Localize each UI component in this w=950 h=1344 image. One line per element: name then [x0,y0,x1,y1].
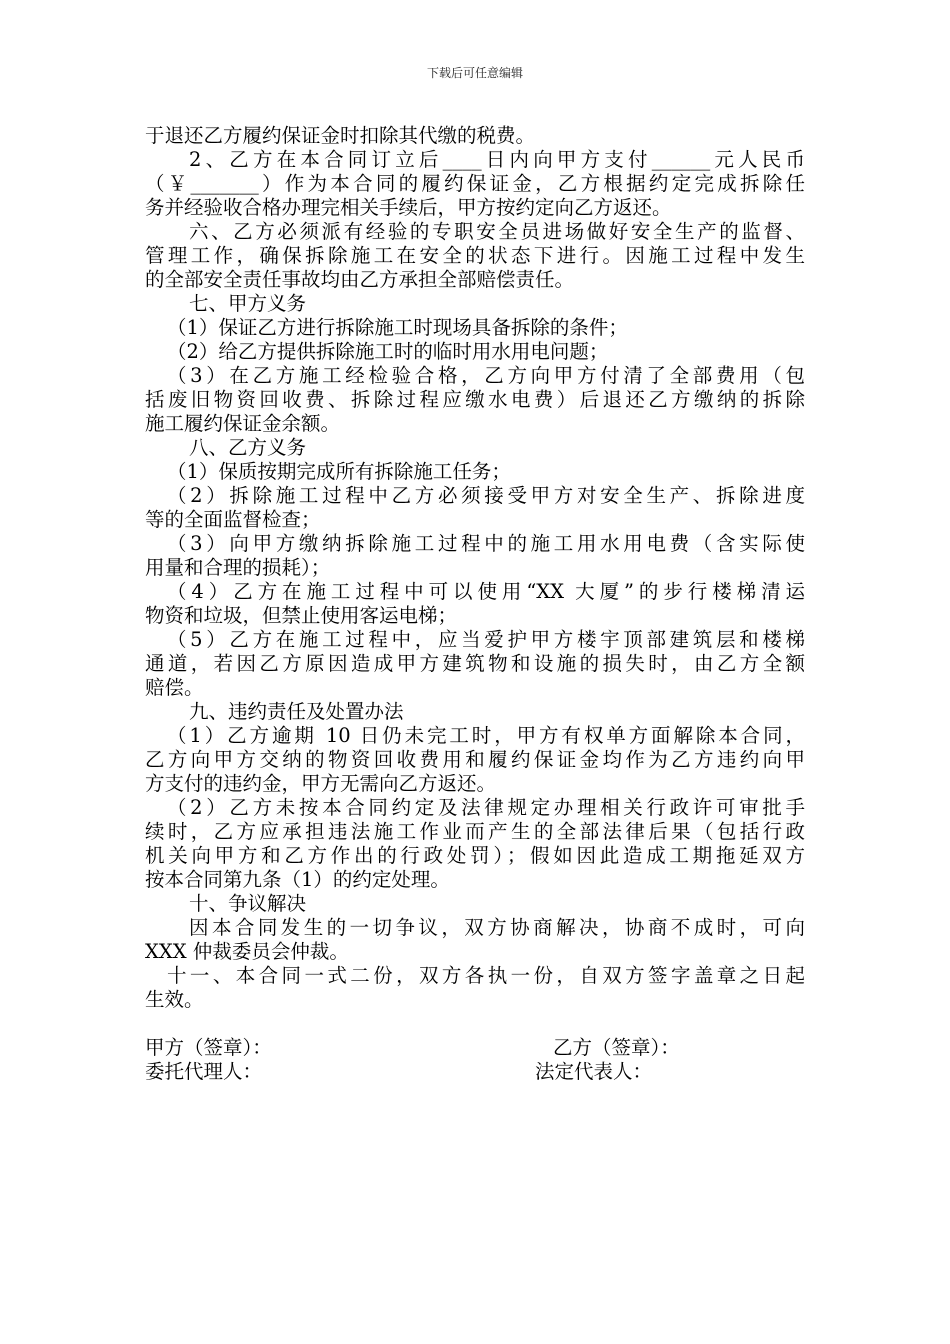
legal-representative-label: 法定代表人： [535,1060,653,1083]
spacer [145,1012,805,1036]
text-line: 六、乙方必须派有经验的专职安全员进场做好安全生产的监督、 [189,220,805,243]
text-line: XXX 仲裁委员会仲裁。 [145,940,349,963]
text-line: 按本合同第九条（1）的约定处理。 [145,868,450,891]
text-line: 2、乙方在本合同订立后____日内向甲方支付______元人民币 [189,148,805,171]
text-line: （1）保证乙方进行拆除施工时现场具备拆除的条件； [167,316,628,339]
text-line: 乙方向甲方交纳的物资回收费用和履约保证金均作为乙方违约向甲 [145,748,805,771]
text-line: 通道，若因乙方原因造成甲方建筑物和设施的损失时，由乙方全额 [145,652,805,675]
text-line: 物资和垃圾，但禁止使用客运电梯； [145,604,458,627]
section-heading: 十、争议解决 [189,892,307,915]
text-line: （5）乙方在施工过程中，应当爱护甲方楼宇顶部建筑层和楼梯 [167,628,805,651]
section-heading: 八、乙方义务 [189,436,307,459]
agent-label: 委托代理人： [145,1060,263,1083]
text-line: 的全部安全责任事故均由乙方承担全部赔偿责任。 [145,268,575,291]
text-line: 用量和合理的损耗）； [145,556,331,579]
text-line: （2）拆除施工过程中乙方必须接受甲方对安全生产、拆除进度 [167,484,805,507]
text-line: 施工履约保证金余额。 [145,412,341,435]
text-line: 管理工作，确保拆除施工在安全的状态下进行。因施工过程中发生 [145,244,805,267]
text-line: 续时，乙方应承担违法施工作业而产生的全部法律后果（包括行政 [145,820,805,843]
party-a-signature-label: 甲方（签章）： [145,1036,272,1059]
text-line: （2）给乙方提供拆除施工时的临时用水用电问题； [167,340,609,363]
text-line: （2）乙方未按本合同约定及法律规定办理相关行政许可审批手 [167,796,805,819]
text-line: 赔偿。 [145,676,204,699]
signature-row-1 [145,1036,805,1060]
signature-row-2 [145,1060,805,1084]
text-line: 生效。 [145,988,204,1011]
text-line: 因本合同发生的一切争议，双方协商解决，协商不成时，可向 [189,916,805,939]
text-line: 方支付的违约金，甲方无需向乙方返还。 [145,772,497,795]
text-line: （1）乙方逾期 10 日仍未完工时，甲方有权单方面解除本合同， [167,724,805,747]
text-line: （3）向甲方缴纳拆除施工过程中的施工用水用电费（含实际使 [167,532,805,555]
text-line: 机关向甲方和乙方作出的行政处罚）；假如因此造成工期拖延双方 [145,844,805,867]
text-line: （￥_______）作为本合同的履约保证金，乙方根据约定完成拆除任 [145,172,805,195]
text-line: 务并经验收合格办理完相关手续后，甲方按约定向乙方返还。 [145,196,672,219]
text-line: （1）保质按期完成所有拆除施工任务； [167,460,511,483]
text-line: 括废旧物资回收费、拆除过程应缴水电费）后退还乙方缴纳的拆除 [145,388,805,411]
contract-body [145,124,805,1084]
text-line: 十一、本合同一式二份，双方各执一份，自双方签字盖章之日起 [167,964,805,987]
section-heading: 七、甲方义务 [189,292,307,315]
text-line: （3）在乙方施工经检验合格，乙方向甲方付清了全部费用（包 [167,364,805,387]
page-header-note: 下载后可任意编辑 [426,66,523,80]
text-line: 于退还乙方履约保证金时扣除其代缴的税费。 [145,124,536,147]
section-heading: 九、违约责任及处置办法 [189,700,404,723]
text-line: （4）乙方在施工过程中可以使用“XX 大厦”的步行楼梯清运 [167,580,805,603]
party-b-signature-label: 乙方（签章）： [553,1036,680,1059]
text-line: 等的全面监督检查； [145,508,321,531]
